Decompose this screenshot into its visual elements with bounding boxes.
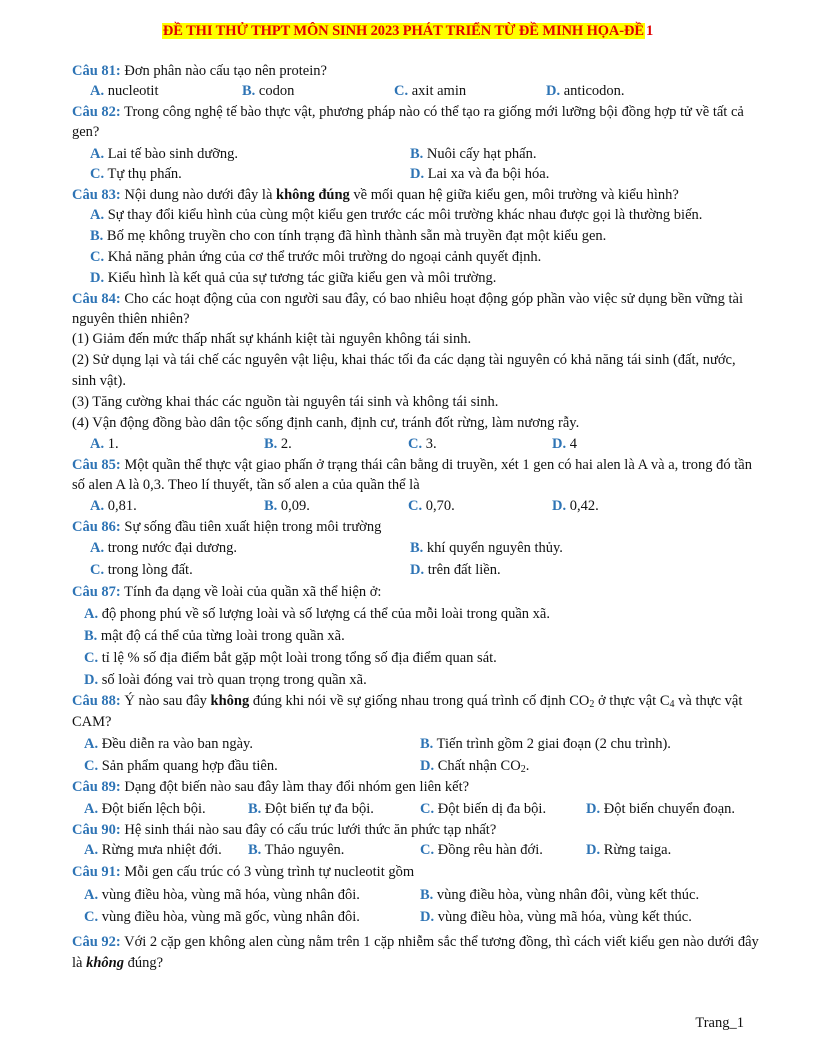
option-d[interactable]: D. Lai xa và đa bội hóa. — [410, 166, 550, 182]
question-text: Cho các hoạt động của con người sau đây, có bao nhiêu hoạt động góp phần vào việc sử dụng bền vững tài nguyên thiên nhiên? — [72, 290, 743, 327]
page-title — [0, 20, 816, 42]
option-b[interactable]: B. Thảo nguyên. — [248, 841, 345, 858]
question-label: Câu 92: — [72, 933, 121, 950]
statement-4: (4) Vận động đồng bào dân tộc sống định canh, định cư, tránh đốt rừng, làm nương rẫy. — [72, 414, 580, 431]
option-d[interactable]: D. Kiểu hình là kết quả của sự tương tác giữa kiểu gen và môi trường. — [90, 269, 497, 286]
question-label: Câu 86: — [72, 518, 121, 535]
option-b[interactable]: B. codon — [242, 83, 295, 99]
page-number: Trang_1 — [695, 1015, 744, 1031]
option-c[interactable]: C. trong lòng đất. — [90, 561, 193, 578]
statement-1: (1) Giảm đến mức thấp nhất sự khánh kiệt tài nguyên không tái sinh. — [72, 330, 472, 347]
question-label: Câu 87: — [72, 583, 121, 600]
option-d[interactable]: D. Đột biến chuyển đoạn. — [586, 800, 736, 817]
option-b[interactable]: B. Tiến trình gồm 2 giai đoạn (2 chu trình). — [420, 735, 671, 752]
option-a[interactable]: A. vùng điều hòa, vùng mã hóa, vùng nhân đôi. — [84, 886, 360, 903]
option-a[interactable]: A. Sự thay đổi kiểu hình của cùng một kiểu gen trước các môi trường khác nhau được gọi là thường biến. — [90, 206, 703, 223]
option-c[interactable]: C. 3. — [408, 435, 437, 452]
option-d[interactable]: D. số loài đóng vai trò quan trọng trong quần xã. — [84, 671, 367, 688]
question-text: Dạng đột biến nào sau đây làm thay đổi nhóm gen liên kết? — [120, 778, 470, 795]
option-a[interactable]: A. 0,81. — [90, 497, 137, 514]
option-c[interactable]: C. Đồng rêu hàn đới. — [420, 841, 543, 858]
option-b[interactable]: B. mật độ cá thể của từng loài trong quần xã. — [84, 627, 345, 644]
option-b[interactable]: B. 0,09. — [264, 497, 310, 514]
question-text: Một quần thể thực vật giao phấn ở trạng thái cân bằng di truyền, xét 1 gen có hai alen là A và a, trong đó tần số alen A là 0,3. Theo lí thuyết, tần số alen a của quần thể là — [72, 456, 752, 493]
option-b[interactable]: B. Nuôi cấy hạt phấn. — [410, 145, 537, 162]
option-d[interactable]: D. vùng điều hòa, vùng mã hóa, vùng kết thúc. — [420, 908, 692, 925]
question-list — [72, 61, 772, 974]
question-90 — [72, 820, 772, 860]
question-87 — [72, 581, 772, 691]
title-main: ĐỀ THI THỬ THPT MÔN SINH 2023 PHÁT TRIỂN TỪ ĐỀ MINH HỌA-ĐỀ — [162, 23, 644, 39]
option-a[interactable]: A. nucleotit — [90, 83, 159, 99]
option-a[interactable]: A. trong nước đại dương. — [90, 539, 238, 556]
question-label: Câu 85: — [72, 456, 121, 473]
title-number: 1 — [645, 23, 654, 39]
question-label: Câu 81: — [72, 63, 121, 79]
option-c[interactable]: C. vùng điều hòa, vùng mã gốc, vùng nhân đôi. — [84, 908, 360, 925]
option-d[interactable]: D. trên đất liền. — [410, 561, 501, 578]
question-label: Câu 90: — [72, 821, 121, 838]
question-83: Câu 83: Nội dung nào dưới đây là không đúng về mối quan hệ giữa kiểu gen, môi trường và kiểu hình? A. Sự thay đổi kiểu hình của cùng một kiểu gen trước các môi trường khác nhau được gọi là thường biến. B. Bố mẹ không truyền cho con tính trạng đã hình thành sẵn mà truyền đạt một kiểu gen. C. Khả năng phản ứng của cơ thể trước môi trường do ngoại cảnh quyết định. D. Kiểu hình là kết quả của sự tương tác giữa kiểu gen và môi trường. — [72, 185, 772, 289]
option-a[interactable]: A. Đột biến lệch bội. — [84, 800, 206, 817]
option-b[interactable]: B. vùng điều hòa, vùng nhân đôi, vùng kết thúc. — [420, 886, 700, 903]
question-81 — [72, 61, 772, 102]
question-text: Tính đa dạng về loài của quần xã thể hiện ở: — [120, 583, 382, 600]
statement-2: (2) Sử dụng lại và tái chế các nguyên vật liệu, khai thác tối đa các dạng tài nguyên có khả năng tái sinh (đất, nước, sinh vật). — [72, 351, 736, 389]
question-label: Câu 82: — [72, 103, 121, 120]
question-text: Sự sống đầu tiên xuất hiện trong môi trường — [120, 518, 382, 535]
question-label: Câu 83: — [72, 186, 121, 203]
question-85 — [72, 455, 772, 517]
option-a[interactable]: A. Lai tế bào sinh dưỡng. — [90, 145, 239, 162]
question-text: Đơn phân nào cấu tạo nên protein? — [120, 63, 327, 79]
question-text: Mỗi gen cấu trúc có 3 vùng trình tự nucleotit gồm — [120, 863, 415, 880]
question-label: Câu 89: — [72, 778, 121, 795]
option-c[interactable]: C. 0,70. — [408, 497, 455, 514]
option-b[interactable]: B. 2. — [264, 435, 292, 452]
option-c[interactable]: C. Đột biến dị đa bội. — [420, 800, 547, 817]
option-a[interactable]: A. 1. — [90, 435, 119, 452]
option-c[interactable]: C. Sản phẩm quang hợp đầu tiên. — [84, 757, 278, 774]
question-label: Câu 88: — [72, 692, 121, 709]
option-b[interactable]: B. khí quyển nguyên thủy. — [410, 539, 563, 556]
option-a[interactable]: A. Rừng mưa nhiệt đới. — [84, 841, 222, 858]
option-c[interactable]: C. axit amin — [394, 83, 467, 99]
question-92: Câu 92: Với 2 cặp gen không alen cùng nằm trên 1 cặp nhiễm sắc thể tương đồng, thì cách viết kiểu gen nào dưới đây là không đúng? — [72, 933, 759, 971]
question-84 — [72, 289, 772, 455]
option-c[interactable]: C. tỉ lệ % số địa điểm bắt gặp một loài trong tổng số địa điểm quan sát. — [84, 649, 497, 666]
option-b[interactable]: B. Bố mẹ không truyền cho con tính trạng đã hình thành sẵn mà truyền đạt một kiểu gen. — [90, 227, 607, 244]
option-d[interactable]: D. Chất nhận $CO_2$. — [420, 757, 530, 775]
question-label: Câu 84: — [72, 290, 121, 307]
question-label: Câu 91: — [72, 863, 121, 880]
question-text: Hệ sinh thái nào sau đây có cấu trúc lưới thức ăn phức tạp nhất? — [120, 821, 497, 838]
question-86 — [72, 517, 772, 581]
question-82 — [72, 102, 772, 185]
option-d[interactable]: D. Rừng taiga. — [586, 841, 672, 858]
option-d[interactable]: D. anticodon. — [546, 83, 625, 99]
question-91 — [72, 860, 772, 928]
option-c[interactable]: C. Khả năng phản ứng của cơ thể trước môi trường do ngoại cảnh quyết định. — [90, 248, 542, 265]
option-a[interactable]: A. Đều diễn ra vào ban ngày. — [84, 735, 253, 752]
option-d[interactable]: D. 4 — [552, 435, 577, 452]
question-89 — [72, 777, 772, 820]
question-text: Trong công nghệ tế bào thực vật, phương pháp nào có thể tạo ra giống mới lưỡng bội đồng hợp tử về tất cả gen? — [72, 103, 744, 140]
question-88: Câu 88: Ý nào sau đây không đúng khi nói về sự giống nhau trong quá trình cố định $CO_2$ ở thực vật $C_4$ và thực vật CAM? A. Đều diễn ra vào ban ngày. B. Tiến trình gồm 2 giai đoạn (2 chu trình). C. Sản phẩm quang hợp đầu tiên. D. Chất nhận $CO_2$. — [72, 692, 743, 775]
statement-3: (3) Tăng cường khai thác các nguồn tài nguyên tái sinh và không tái sinh. — [72, 393, 499, 410]
option-d[interactable]: D. 0,42. — [552, 497, 599, 514]
option-a[interactable]: A. độ phong phú về số lượng loài và số lượng cá thể của mỗi loài trong quần xã. — [84, 605, 550, 622]
option-b[interactable]: B. Đột biến tự đa bội. — [248, 800, 374, 817]
option-c[interactable]: C. Tự thụ phấn. — [90, 166, 182, 182]
